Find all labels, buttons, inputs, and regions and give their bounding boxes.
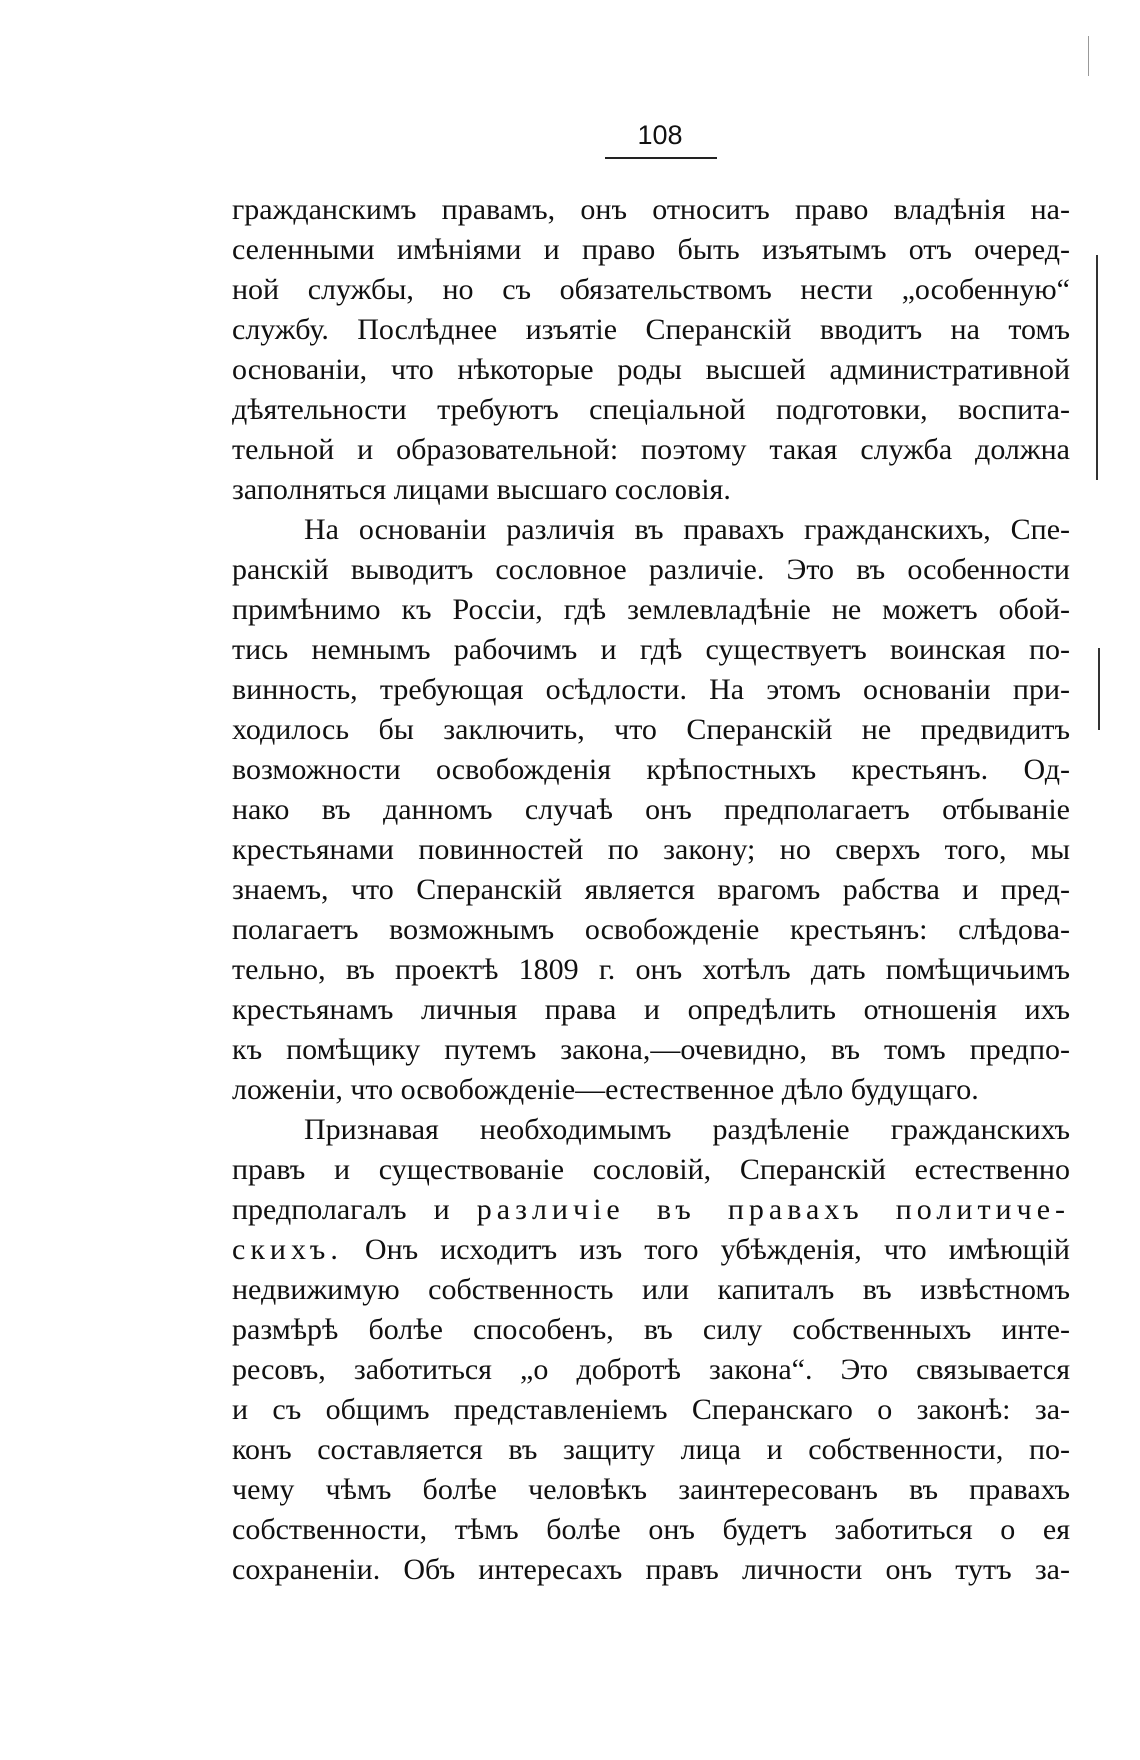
body-text: [232, 190, 1070, 1590]
text-line: дѣятельности требуютъ спеціальной подготовки, воспита-: [232, 393, 1070, 426]
scan-mark: [1088, 36, 1089, 76]
text-line: ной службы, но съ обязательствомъ нести „особенную“: [232, 273, 1070, 306]
text-line: правъ и существованіе сословій, Сперанскій естественно: [232, 1153, 1070, 1186]
paragraph-3: [232, 1110, 1070, 1590]
text-line: возможности освобожденія крѣпостныхъ крестьянъ. Од-: [232, 753, 1070, 786]
paragraph-2: [232, 510, 1070, 1110]
page-number: 108: [637, 120, 683, 150]
text-line: крестьянамъ личныя права и опредѣлить отношенія ихъ: [232, 993, 1070, 1026]
text-line: сохраненіи. Объ интересахъ правъ личности онъ тутъ за-: [232, 1553, 1070, 1586]
text-line: основаніи, что нѣкоторые роды высшей административной: [232, 353, 1070, 386]
scan-mark: [1096, 255, 1098, 480]
spaced-emphasis: различіе въ правахъ политиче-: [476, 1193, 1070, 1226]
text-line: примѣнимо къ Россіи, гдѣ землевладѣніе не можетъ обой-: [232, 593, 1070, 626]
text-line: конъ составляется въ защиту лица и собственности, по-: [232, 1433, 1070, 1466]
text-line: собственности, тѣмъ болѣе онъ будетъ заботиться о ея: [232, 1513, 1070, 1546]
spaced-emphasis: скихъ.: [232, 1233, 343, 1266]
text-line: [232, 1230, 1070, 1270]
text-line: тельной и образовательной: поэтому такая служба должна: [232, 433, 1070, 466]
text-line: къ помѣщику путемъ закона,—очевидно, въ томъ предпо-: [232, 1033, 1070, 1066]
text-line: ложеніи, что освобожденіе—естественное дѣло будущаго.: [232, 1073, 979, 1106]
text-line: Признавая необходимымъ раздѣленіе гражданскихъ: [304, 1113, 1070, 1146]
text-line: [232, 1190, 1070, 1230]
text-line: полагаетъ возможнымъ освобожденіе крестьянъ: слѣдова-: [232, 913, 1070, 946]
text-line: селенными имѣніями и право быть изъятымъ отъ очеред-: [232, 233, 1070, 266]
text-line: тись немнымъ рабочимъ и гдѣ существуетъ воинская по-: [232, 633, 1070, 666]
scan-mark: [1098, 648, 1100, 730]
text-segment: предполагалъ и: [232, 1193, 477, 1226]
text-line: крестьянами повинностей по закону; но сверхъ того, мы: [232, 833, 1070, 866]
text-line: нако въ данномъ случаѣ онъ предполагаетъ отбываніе: [232, 793, 1070, 826]
text-line: винность, требующая осѣдлости. На этомъ основаніи при-: [232, 673, 1070, 706]
paragraph-1: [232, 190, 1070, 510]
text-line: тельно, въ проектѣ 1809 г. онъ хотѣлъ дать помѣщичьимъ: [232, 953, 1070, 986]
text-line: ресовъ, заботиться „о добротѣ закона“. Это связывается: [232, 1353, 1070, 1386]
text-line: чему чѣмъ болѣе человѣкъ заинтересованъ въ правахъ: [232, 1473, 1070, 1506]
text-line: недвижимую собственность или капиталъ въ извѣстномъ: [232, 1273, 1070, 1306]
text-segment: Онъ исходитъ изъ того убѣжденія, что имѣющій: [342, 1233, 1070, 1266]
text-line: ранскій выводитъ сословное различіе. Это въ особенности: [232, 553, 1070, 586]
text-line: службу. Послѣднее изъятіе Сперанскій вводитъ на томъ: [232, 313, 1070, 346]
text-line: размѣрѣ болѣе способенъ, въ силу собственныхъ инте-: [232, 1313, 1070, 1346]
text-line: заполняться лицами высшаго сословія.: [232, 473, 731, 506]
text-line: ходилось бы заключить, что Сперанскій не предвидитъ: [232, 713, 1070, 746]
page-number-rule: [605, 157, 717, 159]
text-line: На основаніи различія въ правахъ гражданскихъ, Спе-: [304, 513, 1070, 546]
text-line: гражданскимъ правамъ, онъ относитъ право владѣнія на-: [232, 193, 1070, 226]
text-line: знаемъ, что Сперанскій является врагомъ рабства и пред-: [232, 873, 1070, 906]
text-line: и съ общимъ представленіемъ Сперанскаго о законѣ: за-: [232, 1393, 1070, 1426]
